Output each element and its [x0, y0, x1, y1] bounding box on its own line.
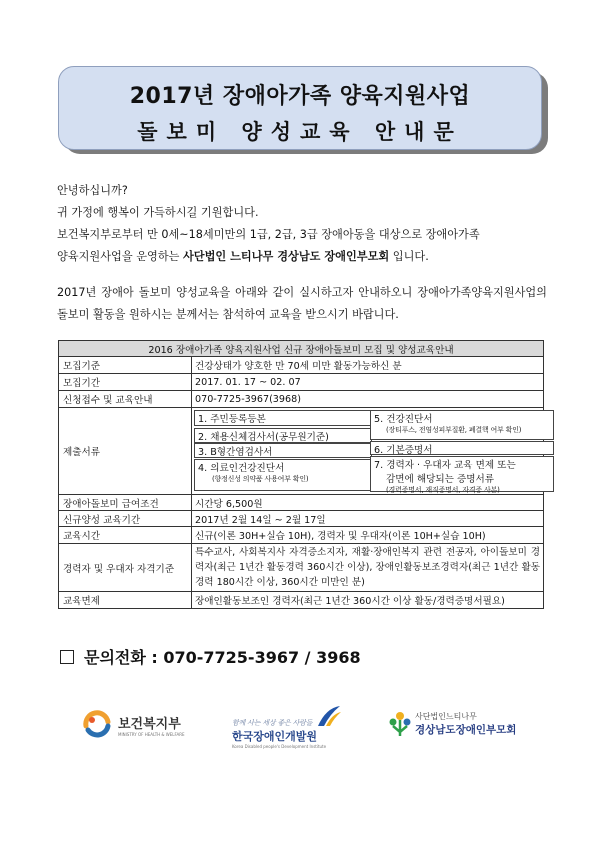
kodaf-swoosh-icon: [316, 704, 342, 728]
table-label: 모집기간: [59, 374, 192, 391]
table-label: 장애아돌보미 급여조건: [59, 495, 192, 511]
table-value: 특수교사, 사회복지사 자격증소지자, 재활·장애인복지 관련 전공자, 아이돌보미 경력자(최근 1년간 활동경력 360시간 이상), 장애인활동보조경력자(최근 1년간 활동경력 180시간 이상, 360시간 미만인 분): [192, 544, 544, 592]
table-heading: 2016 장애아가족 양육지원사업 신규 장애아돌보미 모집 및 양성교육안내: [59, 341, 544, 357]
checkbox-icon: [60, 650, 74, 664]
doc-item-2: 2. 채용신체검사서(공무원기준): [194, 428, 372, 443]
gn-line-2: 경상남도장애인부모회: [415, 724, 517, 736]
gn-line-1: 사단법인느티나무: [415, 712, 477, 721]
title-line-1: 2017년 장애아가족 양육지원사업: [129, 84, 471, 109]
table-value: 070-7725-3967(3968): [192, 391, 544, 408]
kodaf-name: 한국장애인개발원: [232, 730, 318, 743]
mohw-sub: MINISTRY OF HEALTH & WELFARE: [118, 732, 185, 737]
mohw-name: 보건복지부: [118, 717, 181, 732]
table-label: 교육면제: [59, 592, 192, 609]
info-table: [58, 340, 544, 609]
table-value: 신규(이론 30H+실습 10H), 경력자 및 우대자(이론 10H+실습 10H): [192, 527, 544, 544]
intro-line-4: 양육지원사업을 운영하는 사단법인 느티나무 경상남도 장애인부모회 입니다.: [57, 250, 429, 263]
doc-item-1: 1. 주민등록등본: [194, 410, 372, 426]
doc-item-6: 6. 기본증명서: [370, 441, 554, 455]
greeting: 안녕하십니까?: [57, 184, 128, 197]
kodaf-logo: [232, 704, 342, 749]
table-label: 신규양성 교육기간: [59, 511, 192, 527]
table-value: 장애인활동보조인 경력자(최근 1년간 360시간 이상 활동/경력증명서필요): [192, 592, 544, 609]
mohw-emblem-icon: [80, 708, 114, 742]
intro-text: [57, 180, 547, 326]
org-name: 사단법인 느티나무 경상남도 장애인부모회: [183, 250, 390, 263]
table-label: 신청접수 및 교육안내: [59, 391, 192, 408]
table-label: 모집기준: [59, 357, 192, 374]
doc-item-3: 3. B형간염검사서: [194, 443, 372, 458]
table-value: 건강상태가 양호한 만 70세 미만 활동가능하신 분: [192, 357, 544, 374]
table-value: 2017. 01. 17 ~ 02. 07: [192, 374, 544, 391]
table-value: 시간당 6,500원: [192, 495, 544, 511]
table-label: 교육시간: [59, 527, 192, 544]
kodaf-sub: Korea Disabled people's Development Institute: [232, 744, 327, 749]
logo-bar: [0, 700, 600, 760]
gn-parents-logo: [388, 710, 516, 738]
table-label: 경력자 및 우대자 자격기준: [59, 544, 192, 592]
wish: 귀 가정에 행복이 가득하시길 기원합니다.: [57, 206, 259, 219]
contact-info: [60, 645, 361, 668]
mohw-logo: [80, 708, 185, 742]
table-value: 2017년 2월 14일 ~ 2월 17일: [192, 511, 544, 527]
tree-people-icon: [388, 710, 412, 738]
doc-item-4: 4. 의료인건강진단서 (향정신성 의약품 사용여부 확인): [194, 459, 372, 491]
doc-item-5: 5. 건강진단서 (장티푸스, 전염성피부질환, 폐결핵 여부 확인): [370, 410, 554, 440]
header-box: [58, 66, 542, 150]
title-line-2: 돌보미 양성교육 안내문: [137, 120, 463, 144]
docs-label: 제출서류: [59, 408, 192, 495]
kodaf-slogan: 함께 사는 세상 좋은 사람들: [232, 719, 313, 727]
intro-line-3: 보건복지부로부터 만 0세~18세미만의 1급, 2급, 3급 장애아동을 대상으로 장애아가족: [57, 228, 480, 241]
contact-text: 문의전화 : 070-7725-3967 / 3968: [84, 648, 361, 667]
docs-cell: [192, 408, 544, 495]
doc-item-7: 7. 경력자 · 우대자 교육 면제 또는 감면에 해당되는 증명서류 (경력증명서, 재직증명서, 자격증 사본): [370, 456, 554, 492]
intro-paragraph-2: 2017년 장애아 돌보미 양성교육을 아래와 같이 실시하고자 안내하오니 장애아가족양육지원사업의 돌보미 활동을 원하시는 분께서는 참석하여 교육을 받으시기 바랍니다.: [57, 286, 547, 321]
